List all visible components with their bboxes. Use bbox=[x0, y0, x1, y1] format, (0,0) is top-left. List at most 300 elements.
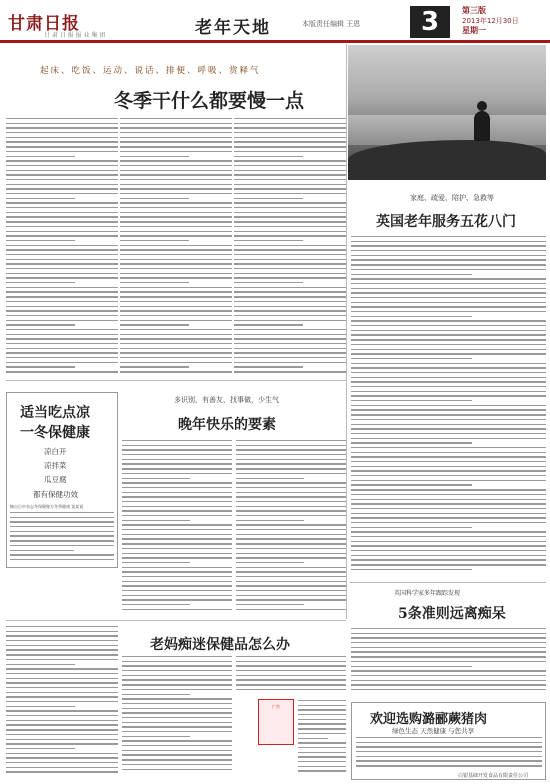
text-line bbox=[234, 320, 346, 321]
text-line bbox=[298, 756, 346, 757]
right2-tagline: 英国科学家多年跟踪发现 bbox=[394, 590, 461, 597]
text-line bbox=[6, 654, 118, 655]
text-line bbox=[6, 245, 118, 246]
text-line bbox=[120, 198, 189, 199]
right2-headline: 5条准则远离痴呆 bbox=[398, 606, 506, 622]
text-line bbox=[122, 515, 232, 516]
text-line bbox=[6, 673, 118, 674]
text-line bbox=[351, 339, 546, 340]
text-line bbox=[6, 635, 118, 636]
text-line bbox=[6, 710, 118, 711]
text-line bbox=[298, 761, 346, 762]
text-line bbox=[351, 433, 546, 434]
text-line bbox=[236, 581, 346, 582]
text-line bbox=[120, 174, 232, 175]
text-line bbox=[234, 141, 346, 142]
text-line bbox=[234, 352, 346, 353]
text-line bbox=[236, 585, 346, 586]
text-line bbox=[120, 240, 189, 241]
text-line bbox=[351, 513, 546, 514]
text-line bbox=[6, 277, 118, 278]
text-line bbox=[6, 170, 118, 171]
text-line bbox=[6, 118, 118, 119]
text-line bbox=[351, 367, 546, 368]
text-line bbox=[6, 188, 118, 189]
text-line bbox=[120, 141, 232, 142]
top-subtitle: 起床、吃饭、运动、说话、排便、呼吸、赏释气 bbox=[40, 66, 261, 76]
text-line bbox=[351, 428, 546, 429]
text-line bbox=[351, 522, 546, 523]
text-line bbox=[120, 170, 232, 171]
right1-headline: 英国老年服务五花八门 bbox=[376, 214, 516, 230]
bottom-right-tagline: 绿色生态 天然健康 与您共享 bbox=[392, 727, 475, 735]
text-line bbox=[236, 468, 346, 469]
text-line bbox=[6, 259, 118, 260]
logo-dots: 甘 肃 日 报 报 业 集 团 bbox=[44, 32, 106, 39]
text-line bbox=[236, 599, 346, 600]
text-line bbox=[120, 202, 232, 203]
text-line bbox=[234, 296, 346, 297]
text-line bbox=[122, 445, 232, 446]
text-line bbox=[234, 221, 346, 222]
text-line bbox=[6, 193, 118, 194]
text-line bbox=[6, 348, 118, 349]
text-line bbox=[351, 245, 546, 246]
text-line bbox=[236, 665, 346, 666]
text-line bbox=[234, 273, 346, 274]
text-line bbox=[122, 769, 232, 770]
text-line bbox=[236, 679, 346, 680]
text-line bbox=[356, 760, 542, 761]
text-line bbox=[122, 750, 232, 751]
text-line bbox=[120, 343, 232, 344]
text-line bbox=[351, 349, 546, 350]
text-line bbox=[120, 334, 232, 335]
bottom-left-article bbox=[6, 626, 118, 778]
text-line bbox=[6, 715, 118, 716]
text-line bbox=[122, 459, 232, 460]
text-line bbox=[236, 661, 346, 662]
text-line bbox=[298, 714, 346, 715]
text-line bbox=[236, 571, 346, 572]
text-line bbox=[236, 595, 346, 596]
text-line bbox=[122, 576, 232, 577]
text-line bbox=[351, 241, 546, 242]
text-line bbox=[236, 492, 346, 493]
text-line bbox=[351, 274, 472, 275]
text-line bbox=[122, 595, 232, 596]
text-line bbox=[351, 541, 546, 542]
text-line bbox=[234, 287, 346, 288]
text-line bbox=[120, 207, 232, 208]
text-line bbox=[6, 212, 118, 213]
text-line bbox=[234, 366, 303, 367]
text-line bbox=[6, 724, 118, 725]
text-line bbox=[351, 316, 472, 317]
text-line bbox=[122, 553, 232, 554]
text-line bbox=[10, 545, 114, 546]
text-line bbox=[234, 132, 346, 133]
text-line bbox=[351, 306, 546, 307]
text-line bbox=[234, 348, 346, 349]
text-line bbox=[122, 478, 190, 479]
text-line bbox=[236, 459, 346, 460]
text-line bbox=[234, 277, 346, 278]
text-line bbox=[236, 515, 346, 516]
text-line bbox=[236, 506, 346, 507]
text-line bbox=[122, 496, 232, 497]
text-line bbox=[351, 656, 546, 657]
text-line bbox=[6, 160, 118, 161]
text-line bbox=[351, 555, 546, 556]
text-line bbox=[351, 480, 546, 481]
text-line bbox=[6, 668, 118, 669]
text-line bbox=[298, 733, 346, 734]
middle-article-col2 bbox=[236, 440, 346, 615]
text-line bbox=[351, 470, 546, 471]
left-box-sub4: 都有保健功效 bbox=[33, 490, 78, 499]
text-line bbox=[6, 287, 118, 288]
text-line bbox=[351, 475, 546, 476]
text-line bbox=[351, 363, 546, 364]
text-line bbox=[298, 723, 346, 724]
text-line bbox=[120, 277, 232, 278]
text-line bbox=[120, 188, 232, 189]
text-line bbox=[122, 745, 232, 746]
text-line bbox=[234, 127, 346, 128]
text-line bbox=[356, 765, 542, 766]
edition-label: 第三版 bbox=[462, 6, 486, 15]
header-rule bbox=[0, 40, 550, 43]
text-line bbox=[6, 645, 118, 646]
text-line bbox=[236, 440, 346, 441]
text-line bbox=[122, 571, 232, 572]
text-line bbox=[120, 221, 232, 222]
text-line bbox=[122, 468, 232, 469]
left-box-headline2: 一冬保健康 bbox=[20, 425, 90, 441]
text-line bbox=[236, 553, 346, 554]
bottom-mid-col3 bbox=[298, 700, 346, 778]
text-line bbox=[351, 651, 546, 652]
text-line bbox=[122, 736, 190, 737]
text-line bbox=[351, 334, 546, 335]
text-line bbox=[120, 357, 232, 358]
text-line bbox=[234, 170, 346, 171]
text-line bbox=[351, 545, 546, 546]
text-line bbox=[351, 559, 546, 560]
edition-info bbox=[462, 6, 519, 36]
left-box-sub2: 凉拌菜 bbox=[44, 461, 67, 470]
text-line bbox=[122, 759, 232, 760]
text-line bbox=[351, 517, 546, 518]
text-line bbox=[236, 609, 346, 610]
text-line bbox=[236, 482, 346, 483]
text-line bbox=[122, 609, 232, 610]
text-line bbox=[122, 581, 232, 582]
text-line bbox=[6, 748, 75, 749]
text-line bbox=[351, 661, 546, 662]
text-line bbox=[234, 282, 303, 283]
text-line bbox=[6, 221, 118, 222]
text-line bbox=[351, 358, 472, 359]
text-line bbox=[122, 463, 232, 464]
text-line bbox=[6, 743, 118, 744]
text-line bbox=[236, 478, 304, 479]
text-line bbox=[351, 391, 546, 392]
left-box-sub3: 瓜豆腐 bbox=[44, 475, 67, 484]
text-line bbox=[351, 461, 546, 462]
section-title: 老年天地 bbox=[195, 18, 271, 38]
text-line bbox=[122, 604, 190, 605]
text-line bbox=[234, 216, 346, 217]
text-line bbox=[6, 306, 118, 307]
text-line bbox=[351, 409, 546, 410]
text-line bbox=[6, 678, 118, 679]
text-line bbox=[351, 381, 546, 382]
text-line bbox=[351, 466, 546, 467]
text-line bbox=[234, 165, 346, 166]
text-line bbox=[236, 520, 304, 521]
text-line bbox=[351, 569, 472, 570]
text-line bbox=[356, 746, 542, 747]
text-line bbox=[6, 184, 118, 185]
text-line bbox=[351, 269, 546, 270]
text-line bbox=[120, 320, 232, 321]
middle-headline: 晚年快乐的要素 bbox=[178, 417, 276, 433]
text-line bbox=[6, 687, 118, 688]
text-line bbox=[120, 371, 232, 372]
text-line bbox=[6, 631, 118, 632]
text-line bbox=[122, 712, 232, 713]
text-line bbox=[6, 254, 118, 255]
text-line bbox=[351, 311, 546, 312]
text-line bbox=[10, 517, 114, 518]
bottom-mid-headline: 老妈痴迷保健品怎么办 bbox=[150, 637, 290, 653]
text-line bbox=[6, 640, 118, 641]
text-line bbox=[236, 449, 346, 450]
text-line bbox=[122, 703, 232, 704]
text-line bbox=[122, 449, 232, 450]
text-line bbox=[122, 538, 232, 539]
text-line bbox=[234, 202, 346, 203]
text-line bbox=[122, 590, 232, 591]
newspaper-logo: 甘肃日报 bbox=[8, 14, 80, 34]
text-line bbox=[298, 728, 346, 729]
text-line bbox=[122, 731, 232, 732]
bottom-right-article bbox=[356, 737, 542, 771]
text-line bbox=[356, 756, 542, 757]
text-line bbox=[351, 400, 472, 401]
text-line bbox=[6, 240, 75, 241]
text-line bbox=[351, 670, 546, 671]
text-line bbox=[10, 531, 114, 532]
text-line bbox=[122, 501, 232, 502]
text-line bbox=[351, 320, 546, 321]
text-line bbox=[351, 494, 546, 495]
text-line bbox=[351, 647, 546, 648]
left-box-article bbox=[10, 512, 114, 564]
text-line bbox=[6, 291, 118, 292]
text-line bbox=[120, 352, 232, 353]
text-line bbox=[234, 240, 303, 241]
text-line bbox=[6, 141, 118, 142]
text-line bbox=[351, 628, 546, 629]
text-line bbox=[234, 268, 346, 269]
text-line bbox=[10, 512, 114, 513]
text-line bbox=[122, 684, 232, 685]
text-line bbox=[6, 226, 118, 227]
text-line bbox=[298, 752, 346, 753]
text-line bbox=[122, 717, 232, 718]
text-line bbox=[234, 179, 346, 180]
text-line bbox=[351, 419, 546, 420]
text-line bbox=[351, 424, 546, 425]
text-line bbox=[6, 249, 118, 250]
text-line bbox=[351, 297, 546, 298]
text-line bbox=[234, 174, 346, 175]
text-line bbox=[351, 689, 546, 690]
text-line bbox=[236, 445, 346, 446]
text-line bbox=[6, 366, 75, 367]
text-line bbox=[236, 675, 346, 676]
text-line bbox=[236, 473, 346, 474]
text-line bbox=[234, 184, 346, 185]
text-line bbox=[234, 249, 346, 250]
text-line bbox=[351, 353, 546, 354]
text-line bbox=[298, 705, 346, 706]
text-line bbox=[234, 291, 346, 292]
text-line bbox=[120, 254, 232, 255]
text-line bbox=[234, 334, 346, 335]
text-line bbox=[351, 386, 546, 387]
text-line bbox=[6, 235, 118, 236]
text-line bbox=[351, 531, 546, 532]
text-line bbox=[351, 637, 546, 638]
text-line bbox=[351, 527, 472, 528]
text-line bbox=[6, 310, 118, 311]
text-line bbox=[6, 156, 75, 157]
text-line bbox=[120, 296, 232, 297]
text-line bbox=[120, 123, 232, 124]
text-line bbox=[351, 666, 472, 667]
text-line bbox=[351, 447, 546, 448]
text-line bbox=[234, 207, 346, 208]
text-line bbox=[236, 538, 346, 539]
text-line bbox=[236, 524, 346, 525]
text-line bbox=[6, 729, 118, 730]
text-line bbox=[351, 292, 546, 293]
text-line bbox=[298, 700, 346, 701]
text-line bbox=[236, 548, 346, 549]
text-line bbox=[6, 165, 118, 166]
text-line bbox=[234, 137, 346, 138]
text-line bbox=[234, 310, 346, 311]
text-line bbox=[351, 484, 472, 485]
text-line bbox=[122, 740, 232, 741]
text-line bbox=[6, 179, 118, 180]
text-line bbox=[10, 559, 114, 560]
text-line bbox=[351, 564, 546, 565]
text-line bbox=[6, 371, 118, 372]
bottom-right-headline: 欢迎选购潞郦蕨猪肉 bbox=[370, 712, 488, 727]
text-line bbox=[234, 259, 346, 260]
text-line bbox=[351, 236, 546, 237]
ad-box: 广告 bbox=[258, 699, 294, 745]
text-line bbox=[6, 767, 118, 768]
text-line bbox=[6, 701, 118, 702]
text-line bbox=[234, 315, 346, 316]
text-line bbox=[122, 506, 232, 507]
right1-tagline: 家庭、疏爱、陪护、急救等 bbox=[410, 194, 494, 202]
text-line bbox=[234, 123, 346, 124]
text-line bbox=[120, 184, 232, 185]
middle-article-col1 bbox=[122, 440, 232, 615]
text-line bbox=[234, 362, 346, 363]
text-line bbox=[10, 554, 114, 555]
text-line bbox=[234, 118, 346, 119]
text-line bbox=[236, 529, 346, 530]
text-line bbox=[6, 692, 118, 693]
text-line bbox=[351, 325, 546, 326]
text-line bbox=[120, 282, 189, 283]
text-line bbox=[351, 489, 546, 490]
text-line bbox=[120, 212, 232, 213]
text-line bbox=[6, 231, 118, 232]
text-line bbox=[236, 501, 346, 502]
text-line bbox=[6, 352, 118, 353]
text-line bbox=[6, 682, 118, 683]
text-line bbox=[120, 315, 232, 316]
text-line bbox=[6, 343, 118, 344]
text-line bbox=[122, 440, 232, 441]
text-line bbox=[356, 751, 542, 752]
text-line bbox=[234, 324, 303, 325]
text-line bbox=[122, 698, 232, 699]
text-line bbox=[351, 684, 546, 685]
text-line bbox=[236, 670, 346, 671]
column-divider bbox=[346, 44, 347, 619]
text-line bbox=[234, 193, 346, 194]
text-line bbox=[351, 250, 546, 251]
text-line bbox=[122, 534, 232, 535]
text-line bbox=[351, 452, 546, 453]
text-line bbox=[122, 487, 232, 488]
left-box-sub1: 凉白开 bbox=[44, 447, 67, 456]
text-line bbox=[122, 675, 232, 676]
text-line bbox=[236, 557, 346, 558]
text-line bbox=[298, 719, 346, 720]
text-line bbox=[6, 268, 118, 269]
text-line bbox=[351, 264, 546, 265]
text-line bbox=[236, 487, 346, 488]
text-line bbox=[351, 508, 546, 509]
text-line bbox=[122, 473, 232, 474]
text-line bbox=[351, 680, 546, 681]
text-line bbox=[120, 366, 189, 367]
top-article-col2 bbox=[120, 118, 232, 380]
text-line bbox=[351, 330, 546, 331]
text-line bbox=[234, 151, 346, 152]
text-line bbox=[120, 132, 232, 133]
text-line bbox=[122, 524, 232, 525]
text-line bbox=[120, 146, 232, 147]
text-line bbox=[236, 590, 346, 591]
text-line bbox=[351, 377, 546, 378]
text-line bbox=[234, 301, 346, 302]
text-line bbox=[6, 771, 118, 772]
editors-credit: 本版责任编辑 王恩 bbox=[302, 20, 361, 28]
text-line bbox=[122, 726, 232, 727]
